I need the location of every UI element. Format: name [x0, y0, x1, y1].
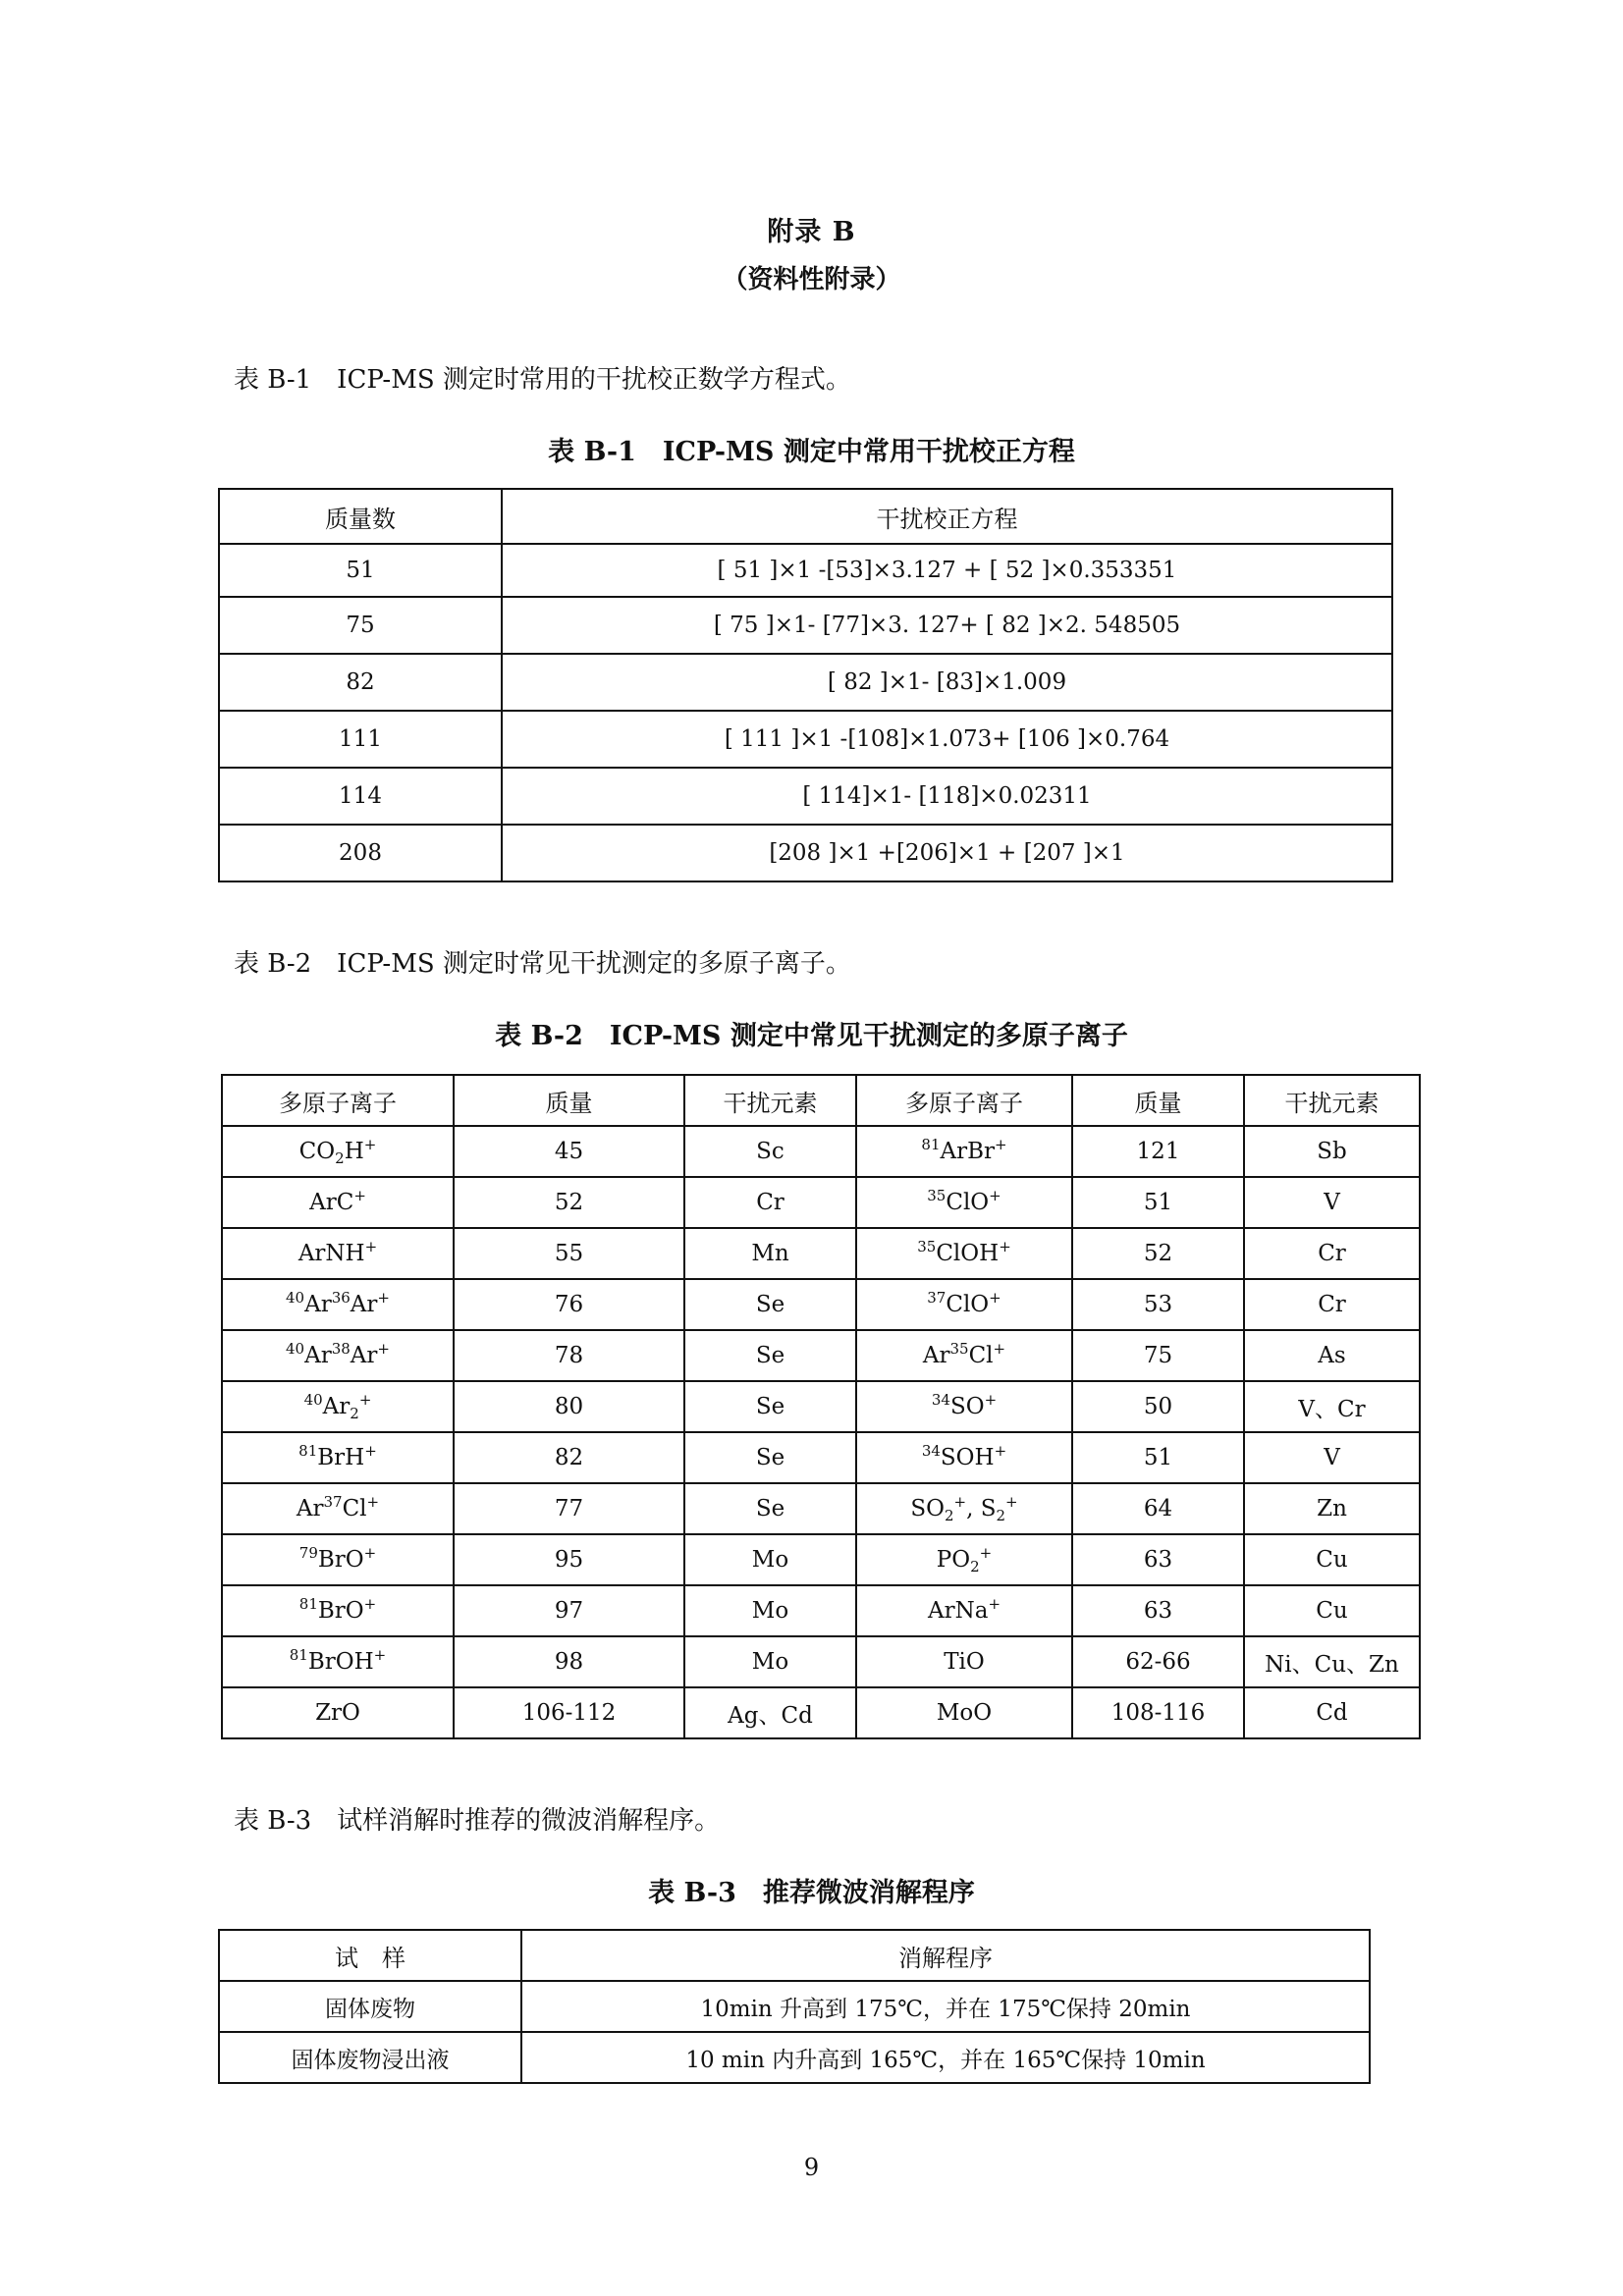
table-cell-equation: [ 82 ]×1- [83]×1.009 [502, 654, 1392, 711]
table-b2-header-cell: 质量 [1072, 1075, 1244, 1126]
table-cell-element: Se [684, 1381, 856, 1432]
table-b2-intro: 表 B-2 ICP-MS 测定时常见干扰测定的多原子离子。 [234, 949, 851, 979]
table-cell-equation: [ 51 ]×1 -[53]×3.127 + [ 52 ]×0.353351 [502, 544, 1392, 597]
table-b1-header-cell: 质量数 [219, 489, 502, 544]
table-cell-mass: 97 [454, 1585, 684, 1636]
table-row [219, 711, 1392, 768]
table-cell-mass: 75 [1072, 1330, 1244, 1381]
table-row [222, 1126, 1420, 1177]
table-cell-element: Cr [1244, 1279, 1420, 1330]
appendix-subtitle: （资料性附录） [722, 265, 901, 294]
table-row [219, 768, 1392, 825]
table-cell-ion: ZrO [222, 1687, 454, 1738]
table-b3-header-cell: 消解程序 [521, 1930, 1370, 1981]
table-row [222, 1177, 1420, 1228]
table-cell-ion: $^{35}$ClO+ [856, 1177, 1072, 1228]
table-b2-header-cell: 多原子离子 [856, 1075, 1072, 1126]
table-cell-ion: Ar$^{35}$Cl+ [856, 1330, 1072, 1381]
table-b2 [221, 1074, 1421, 1739]
table-cell-mass: 82 [219, 654, 502, 711]
table-cell-element: Sc [684, 1126, 856, 1177]
table-cell-ion: ArNH+ [222, 1228, 454, 1279]
table-cell-mass: 77 [454, 1483, 684, 1534]
table-cell-equation: [ 114]×1- [118]×0.02311 [502, 768, 1392, 825]
table-cell-element: V、Cr [1244, 1381, 1420, 1432]
table-cell-ion: MoO [856, 1687, 1072, 1738]
table-cell-mass: 45 [454, 1126, 684, 1177]
table-cell-mass: 55 [454, 1228, 684, 1279]
table-cell-element: Zn [1244, 1483, 1420, 1534]
table-cell-mass: 76 [454, 1279, 684, 1330]
table-cell-mass: 75 [219, 597, 502, 654]
table-cell-ion: ArNa+ [856, 1585, 1072, 1636]
table-cell-mass: 52 [1072, 1228, 1244, 1279]
table-b1-header-cell: 干扰校正方程 [502, 489, 1392, 544]
table-cell-procedure: 10 min 内升高到 165℃，并在 165℃保持 10min [521, 2032, 1370, 2083]
page-number: 9 [803, 2154, 820, 2181]
table-cell-element: Se [684, 1279, 856, 1330]
table-cell-equation: [208 ]×1 +[206]×1 + [207 ]×1 [502, 825, 1392, 881]
table-cell-ion: $^{81}$ArBr+ [856, 1126, 1072, 1177]
table-cell-ion: $CO_2H^+$ [222, 1126, 454, 1177]
table-row [219, 825, 1392, 881]
table-cell-mass: 98 [454, 1636, 684, 1687]
table-row [222, 1381, 1420, 1432]
table-cell-mass: 106-112 [454, 1687, 684, 1738]
table-row [222, 1279, 1420, 1330]
table-cell-ion: $^{40}$Ar$^{38}$Ar+ [222, 1330, 454, 1381]
table-cell-ion: ArC+ [222, 1177, 454, 1228]
table-cell-ion: $^{40}$Ar$^{36}$Ar+ [222, 1279, 454, 1330]
table-cell-ion: $^{81}$BrOH+ [222, 1636, 454, 1687]
table-cell-mass: 63 [1072, 1585, 1244, 1636]
table-cell-mass: 108-116 [1072, 1687, 1244, 1738]
table-cell-mass: 64 [1072, 1483, 1244, 1534]
table-cell-mass: 53 [1072, 1279, 1244, 1330]
table-b1-caption: 表 B-1 ICP-MS 测定中常用干扰校正方程 [548, 437, 1075, 467]
table-cell-mass: 111 [219, 711, 502, 768]
table-row [219, 597, 1392, 654]
table-cell-element: Ag、Cd [684, 1687, 856, 1738]
table-b1-header-row [219, 489, 1392, 544]
table-cell-mass: 78 [454, 1330, 684, 1381]
table-cell-mass: 208 [219, 825, 502, 881]
table-cell-element: V [1244, 1177, 1420, 1228]
table-cell-sample: 固体废物浸出液 [219, 2032, 521, 2083]
table-b1-intro: 表 B-1 ICP-MS 测定时常用的干扰校正数学方程式。 [234, 365, 851, 395]
table-cell-mass: 114 [219, 768, 502, 825]
table-row [222, 1687, 1420, 1738]
table-cell-procedure: 10min 升高到 175℃，并在 175℃保持 20min [521, 1981, 1370, 2032]
table-b1 [218, 488, 1393, 882]
table-cell-ion: $^{34}$SOH+ [856, 1432, 1072, 1483]
table-cell-ion: $PO_2^+$ [856, 1534, 1072, 1585]
table-cell-mass: 52 [454, 1177, 684, 1228]
table-row [222, 1636, 1420, 1687]
table-b3-intro: 表 B-3 试样消解时推荐的微波消解程序。 [234, 1806, 721, 1836]
table-b3-header-row [219, 1930, 1370, 1981]
table-cell-mass: 121 [1072, 1126, 1244, 1177]
table-cell-element: Cu [1244, 1534, 1420, 1585]
table-cell-mass: 50 [1072, 1381, 1244, 1432]
table-cell-element: Cr [684, 1177, 856, 1228]
table-b3 [218, 1929, 1371, 2084]
table-b3-header-cell: 试 样 [219, 1930, 521, 1981]
table-cell-mass: 63 [1072, 1534, 1244, 1585]
table-b2-header-cell: 干扰元素 [1244, 1075, 1420, 1126]
table-cell-element: V [1244, 1432, 1420, 1483]
table-row [222, 1534, 1420, 1585]
table-cell-element: As [1244, 1330, 1420, 1381]
table-row [219, 1981, 1370, 2032]
table-cell-element: Se [684, 1483, 856, 1534]
table-cell-element: Se [684, 1432, 856, 1483]
table-row [222, 1228, 1420, 1279]
table-cell-equation: [ 75 ]×1- [77]×3. 127+ [ 82 ]×2. 548505 [502, 597, 1392, 654]
table-cell-element: Sb [1244, 1126, 1420, 1177]
table-cell-ion: $^{37}$ClO+ [856, 1279, 1072, 1330]
table-cell-equation: [ 111 ]×1 -[108]×1.073+ [106 ]×0.764 [502, 711, 1392, 768]
table-b2-header-cell: 干扰元素 [684, 1075, 856, 1126]
table-row [222, 1585, 1420, 1636]
table-cell-ion: $^{34}$SO+ [856, 1381, 1072, 1432]
table-cell-element: Cr [1244, 1228, 1420, 1279]
table-cell-ion: $^{81}$BrO+ [222, 1585, 454, 1636]
table-b2-caption: 表 B-2 ICP-MS 测定中常见干扰测定的多原子离子 [495, 1021, 1128, 1051]
table-cell-element: Mo [684, 1636, 856, 1687]
table-cell-ion: $^{81}$BrH+ [222, 1432, 454, 1483]
table-cell-mass: 51 [1072, 1177, 1244, 1228]
table-b3-caption: 表 B-3 推荐微波消解程序 [648, 1878, 975, 1908]
table-b2-header-cell: 多原子离子 [222, 1075, 454, 1126]
table-cell-ion: $^{40}Ar_2^+$ [222, 1381, 454, 1432]
table-cell-mass: 51 [1072, 1432, 1244, 1483]
appendix-title: 附录 B [767, 217, 856, 247]
table-cell-mass: 51 [219, 544, 502, 597]
table-b2-header-cell: 质量 [454, 1075, 684, 1126]
table-cell-mass: 82 [454, 1432, 684, 1483]
table-cell-ion: $SO_2^+$, $S_2^+$ [856, 1483, 1072, 1534]
table-cell-element: Se [684, 1330, 856, 1381]
table-cell-mass: 62-66 [1072, 1636, 1244, 1687]
table-cell-element: Mo [684, 1585, 856, 1636]
table-row [222, 1483, 1420, 1534]
table-cell-element: Mo [684, 1534, 856, 1585]
table-cell-ion: TiO [856, 1636, 1072, 1687]
table-cell-element: Mn [684, 1228, 856, 1279]
table-cell-mass: 80 [454, 1381, 684, 1432]
table-cell-element: Cd [1244, 1687, 1420, 1738]
table-row [222, 1432, 1420, 1483]
table-cell-sample: 固体废物 [219, 1981, 521, 2032]
table-cell-ion: $^{35}$ClOH+ [856, 1228, 1072, 1279]
table-cell-ion: $^{79}$BrO+ [222, 1534, 454, 1585]
table-row [222, 1330, 1420, 1381]
table-b2-header-row [222, 1075, 1420, 1126]
table-row [219, 544, 1392, 597]
table-cell-element: Cu [1244, 1585, 1420, 1636]
table-row [219, 654, 1392, 711]
table-cell-mass: 95 [454, 1534, 684, 1585]
table-cell-ion: Ar$^{37}$Cl+ [222, 1483, 454, 1534]
table-row [219, 2032, 1370, 2083]
table-b2-body [222, 1126, 1420, 1738]
table-cell-element: Ni、Cu、Zn [1244, 1636, 1420, 1687]
